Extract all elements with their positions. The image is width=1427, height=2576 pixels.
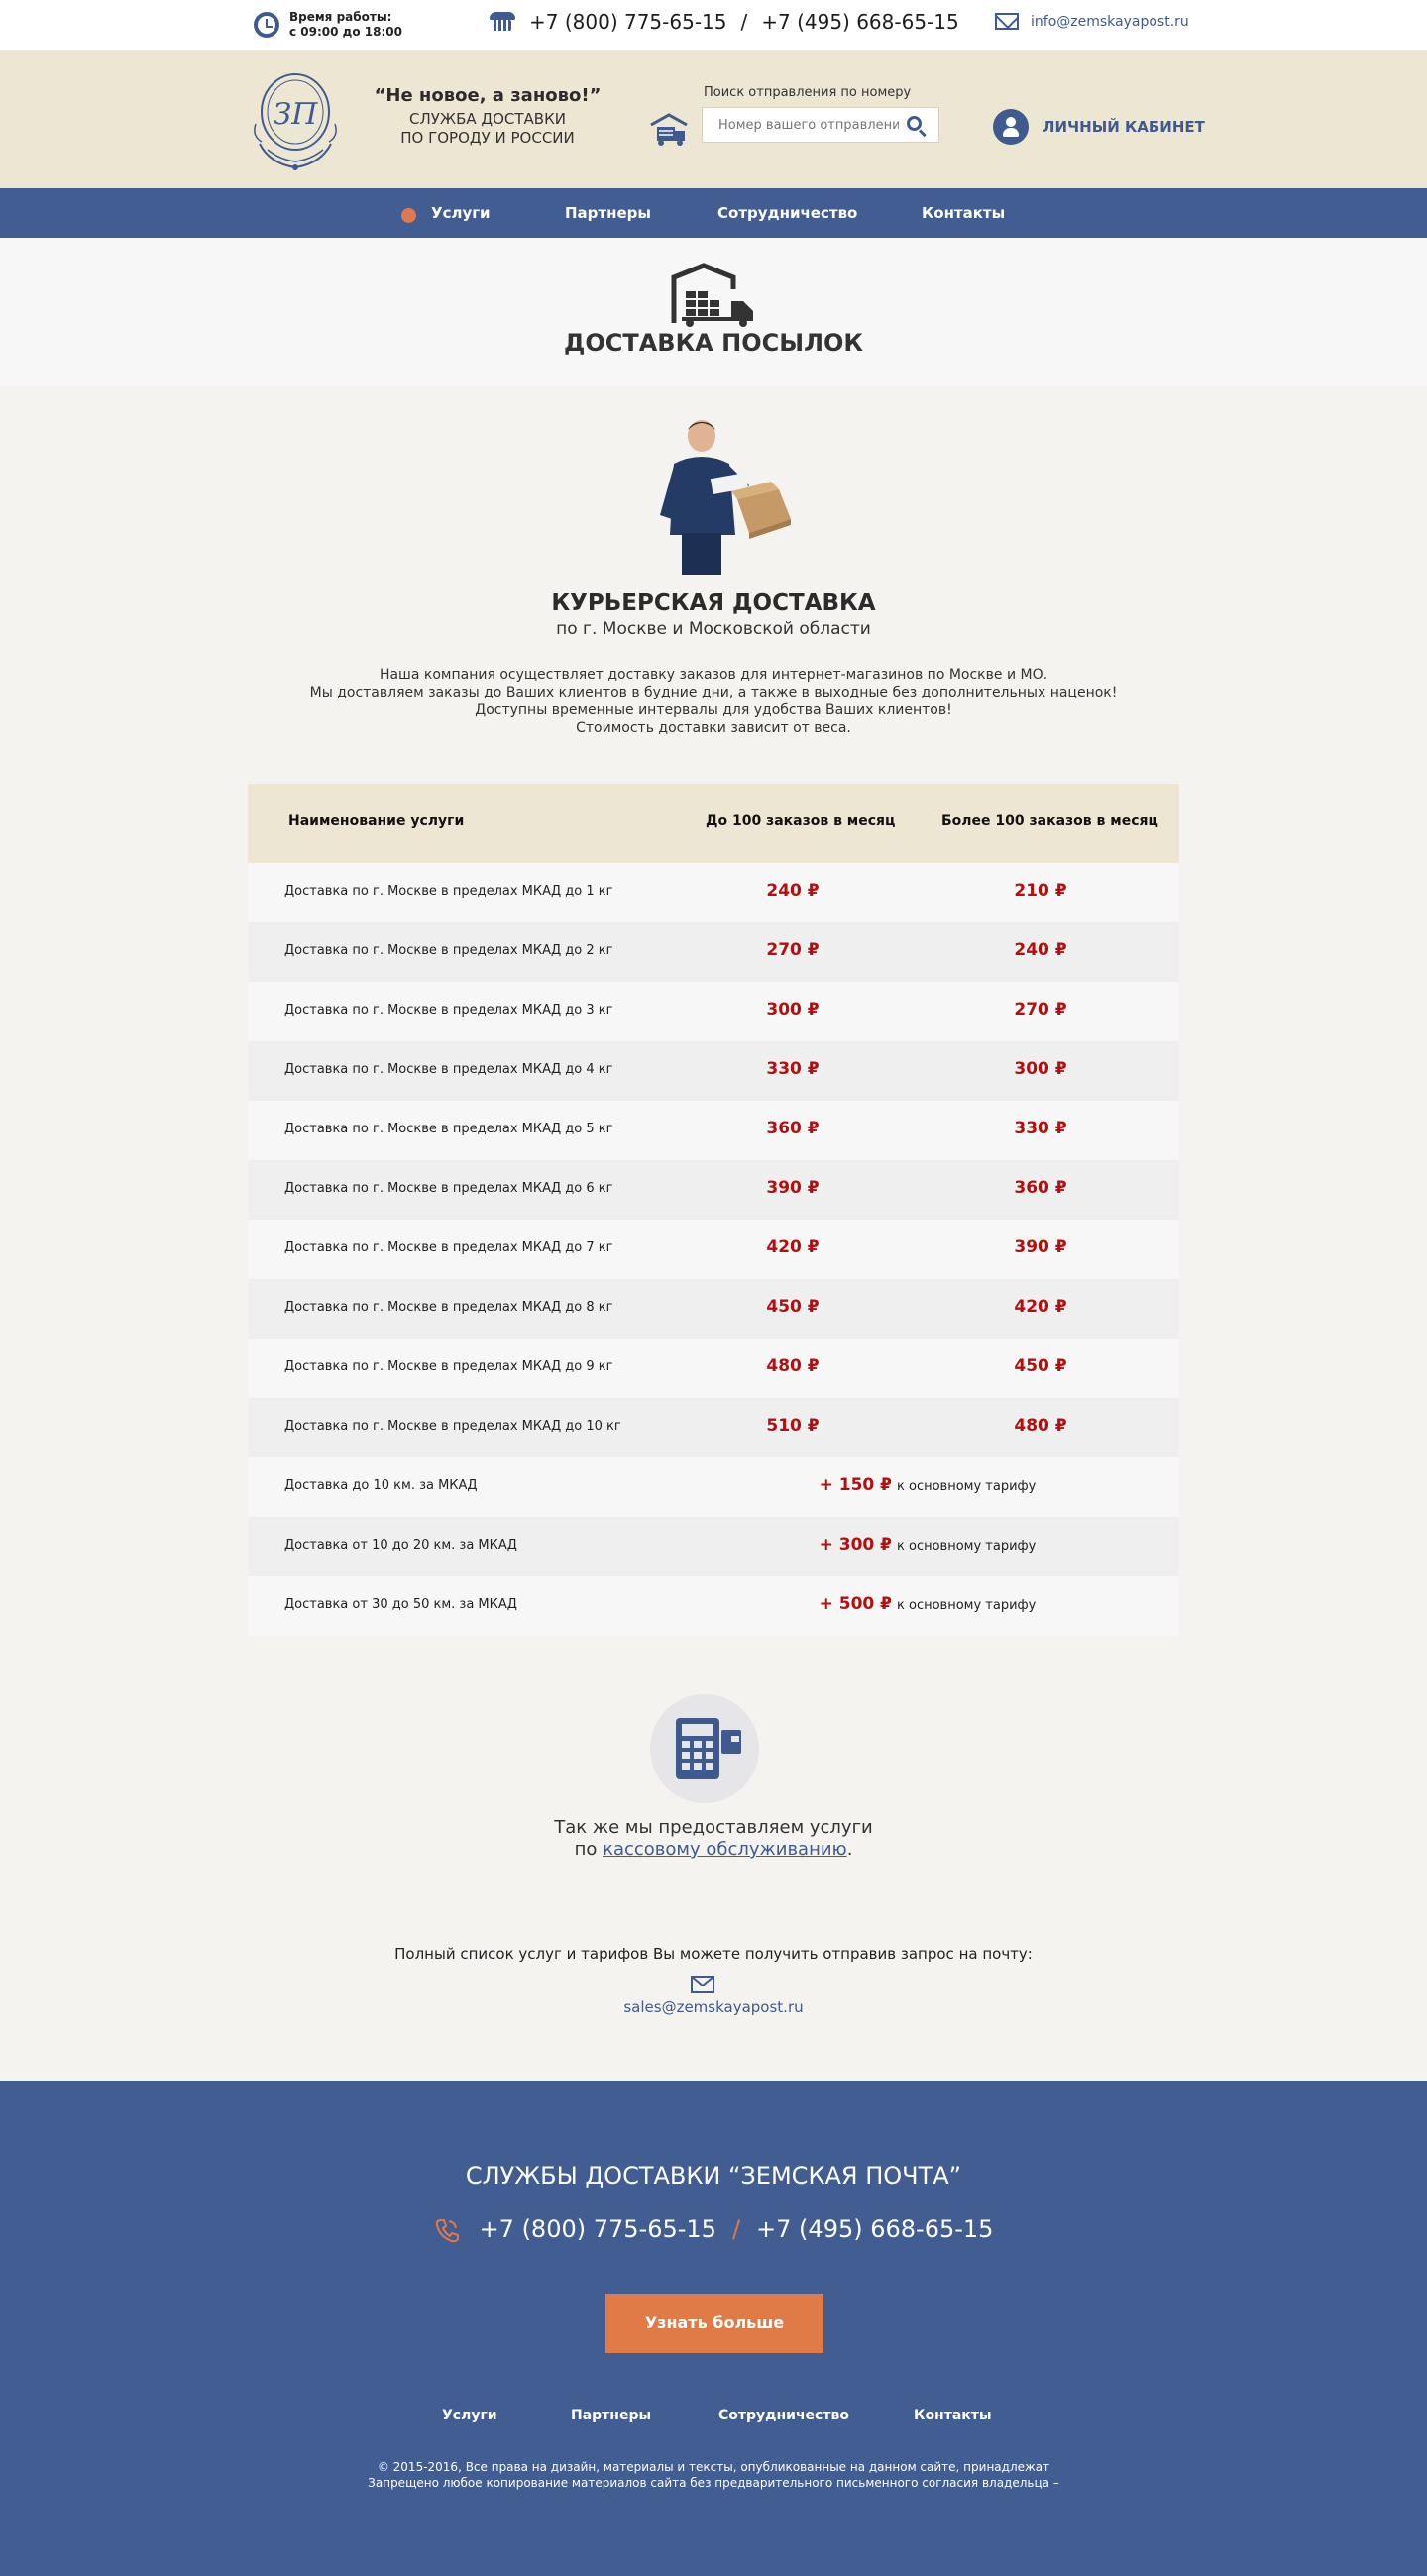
price-over-100: 300 ₽ [1014, 1059, 1067, 1079]
footer-phone-separator: / [731, 2215, 741, 2243]
footer-phone-2[interactable]: +7 (495) 668-65-15 [756, 2215, 994, 2243]
courier-title: КУРЬЕРСКАЯ ДОСТАВКА [551, 590, 876, 616]
service-description [0, 666, 1427, 737]
copyright [0, 2459, 1427, 2491]
price-table [248, 784, 1179, 1636]
page-title-band [0, 238, 1427, 386]
surcharge-note: к основному тарифу [897, 1539, 1037, 1554]
phone-icon [490, 12, 515, 32]
phone-icon [434, 2217, 460, 2243]
surcharge-name: Доставка от 10 до 20 км. за МКАД [284, 1538, 517, 1553]
table-row [248, 1160, 1179, 1220]
table-row [248, 1339, 1179, 1398]
surcharge-price: + 300 ₽ [819, 1535, 892, 1555]
service-name: Доставка по г. Москве в пределах МКАД до 2 кг [284, 943, 613, 958]
table-row [248, 863, 1179, 922]
price-under-100: 390 ₽ [766, 1178, 820, 1198]
service-name: Доставка по г. Москве в пределах МКАД до 9 кг [284, 1359, 613, 1374]
courier-image [652, 416, 801, 575]
warehouse-truck-icon [670, 262, 757, 327]
service-name: Доставка по г. Москве в пределах МКАД до 10 кг [284, 1419, 621, 1434]
table-body [248, 863, 1179, 1636]
desc-line: Наша компания осуществляет доставку заказов для интернет-магазинов по Москве и МО. [379, 667, 1048, 683]
table-row [248, 1279, 1179, 1339]
price-under-100: 300 ₽ [766, 1000, 820, 1020]
table-row [248, 1398, 1179, 1457]
sales-email-link[interactable]: sales@zemskayapost.ru [623, 1998, 804, 2016]
surcharge-price: + 500 ₽ [819, 1594, 892, 1614]
active-nav-indicator [401, 208, 416, 223]
envelope-icon [995, 13, 1019, 30]
slogan-line-1: СЛУЖБА ДОСТАВКИ [409, 110, 566, 128]
price-over-100: 390 ₽ [1014, 1237, 1067, 1257]
price-over-100: 210 ₽ [1014, 881, 1067, 901]
surcharge-row [248, 1576, 1179, 1636]
hours-label: Время работы: [289, 10, 392, 24]
clock-icon [254, 12, 279, 38]
tracking-label: Поиск отправления по номеру [704, 85, 912, 100]
cabinet-label: ЛИЧНЫЙ КАБИНЕТ [1043, 118, 1205, 136]
calculator-icon [650, 1694, 759, 1803]
service-name: Доставка по г. Москве в пределах МКАД до 6 кг [284, 1181, 613, 1196]
table-row [248, 982, 1179, 1041]
footer-nav-services[interactable]: Услуги [442, 2408, 497, 2423]
footer-nav-partners[interactable]: Партнеры [571, 2408, 652, 2423]
surcharge-name: Доставка от 30 до 50 км. за МКАД [284, 1597, 517, 1612]
slogan [369, 85, 606, 148]
nav-item-cooperation[interactable]: Сотрудничество [717, 204, 858, 222]
table-row [248, 922, 1179, 982]
footer-title: СЛУЖБЫ ДОСТАВКИ “ЗЕМСКАЯ ПОЧТА” [465, 2162, 962, 2190]
service-name: Доставка по г. Москве в пределах МКАД до 5 кг [284, 1122, 613, 1136]
price-under-100: 270 ₽ [766, 940, 820, 960]
price-under-100: 330 ₽ [766, 1059, 820, 1079]
copyright-line-2: Запрещено любое копирование материалов сайта без предварительного письменного согласия владельца – [368, 2476, 1059, 2490]
hours-value: с 09:00 до 18:00 [289, 25, 402, 39]
phone-separator: / [740, 10, 748, 34]
surcharge-price: + 150 ₽ [819, 1475, 892, 1495]
footer-nav-cooperation[interactable]: Сотрудничество [718, 2408, 849, 2423]
service-name: Доставка по г. Москве в пределах МКАД до 7 кг [284, 1240, 613, 1255]
tracking-search-button[interactable] [904, 113, 930, 139]
truck-icon [649, 111, 693, 147]
calculator-badge [650, 1694, 759, 1803]
site-header [0, 50, 1427, 188]
col-header-service: Наименование услуги [288, 813, 465, 829]
cash-suffix: . [846, 1839, 853, 1860]
table-row [248, 1220, 1179, 1279]
svg-text:ЗП: ЗП [273, 97, 318, 132]
table-row [248, 1041, 1179, 1101]
service-name: Доставка по г. Москве в пределах МКАД до 4 кг [284, 1062, 613, 1077]
service-name: Доставка по г. Москве в пределах МКАД до 8 кг [284, 1300, 613, 1315]
surcharge-note: к основному тарифу [897, 1598, 1037, 1613]
logo-monogram[interactable] [250, 64, 341, 173]
main-nav [0, 188, 1427, 238]
top-bar [0, 0, 1427, 50]
courier-subtitle: по г. Москве и Московской области [556, 619, 871, 639]
nav-item-contacts[interactable]: Контакты [922, 204, 1006, 222]
top-email [995, 13, 1189, 30]
price-over-100: 360 ₽ [1014, 1178, 1067, 1198]
table-header [248, 784, 1179, 863]
cash-service-link[interactable]: кассовому обслуживанию [603, 1839, 847, 1860]
email-link[interactable]: info@zemskayapost.ru [1031, 13, 1189, 30]
slogan-line-2: ПО ГОРОДУ И РОССИИ [400, 129, 575, 147]
personal-cabinet-link[interactable] [993, 109, 1205, 145]
slogan-main: “Не новое, а заново!” [374, 85, 602, 106]
cash-prefix: по [574, 1839, 604, 1860]
phone-link-2[interactable]: +7 (495) 668-65-15 [761, 10, 959, 34]
desc-line: Доступны временные интервалы для удобства Ваших клиентов! [475, 702, 952, 718]
top-phones [490, 10, 959, 34]
surcharge-row [248, 1517, 1179, 1576]
footer-phones [0, 2215, 1427, 2243]
user-icon [993, 109, 1029, 145]
cash-line-1: Так же мы предоставляем услуги [554, 1817, 873, 1838]
working-hours [254, 10, 402, 40]
price-under-100: 450 ₽ [766, 1297, 820, 1317]
nav-item-partners[interactable]: Партнеры [565, 204, 651, 222]
price-under-100: 510 ₽ [766, 1416, 820, 1436]
full-list-text: Полный список услуг и тарифов Вы можете получить отправив запрос на почту: [394, 1945, 1033, 1963]
price-under-100: 360 ₽ [766, 1119, 820, 1138]
site-footer [0, 2081, 1427, 2576]
col-header-under-100: До 100 заказов в месяц [706, 813, 896, 829]
cash-service-text [0, 1817, 1427, 1861]
phone-link-1[interactable]: +7 (800) 775-65-15 [529, 10, 727, 34]
search-icon [907, 116, 922, 131]
learn-more-button[interactable]: Узнать больше [605, 2294, 823, 2353]
price-over-100: 270 ₽ [1014, 1000, 1067, 1020]
desc-line: Мы доставляем заказы до Ваших клиентов в будние дни, а также в выходные без дополнительных наценок! [309, 685, 1118, 700]
price-over-100: 420 ₽ [1014, 1297, 1067, 1317]
price-under-100: 480 ₽ [766, 1356, 820, 1376]
envelope-icon [691, 1975, 714, 1994]
footer-nav-contacts[interactable]: Контакты [914, 2408, 992, 2423]
service-name: Доставка по г. Москве в пределах МКАД до 1 кг [284, 884, 613, 899]
surcharge-note: к основному тарифу [897, 1479, 1037, 1494]
desc-line: Стоимость доставки зависит от веса. [576, 720, 851, 736]
price-over-100: 480 ₽ [1014, 1416, 1067, 1436]
price-over-100: 330 ₽ [1014, 1119, 1067, 1138]
price-over-100: 240 ₽ [1014, 940, 1067, 960]
price-under-100: 240 ₽ [766, 881, 820, 901]
nav-item-services[interactable]: Услуги [431, 204, 491, 222]
col-header-over-100: Более 100 заказов в месяц [941, 813, 1158, 829]
copyright-line-1: © 2015-2016, Все права на дизайн, материалы и тексты, опубликованные на данном сайте, принадлежат [377, 2460, 1050, 2474]
page-title: ДОСТАВКА ПОСЫЛОК [563, 329, 864, 357]
footer-phone-1[interactable]: +7 (800) 775-65-15 [479, 2215, 716, 2243]
price-over-100: 450 ₽ [1014, 1356, 1067, 1376]
price-under-100: 420 ₽ [766, 1237, 820, 1257]
service-name: Доставка по г. Москве в пределах МКАД до 3 кг [284, 1003, 613, 1018]
table-row [248, 1101, 1179, 1160]
surcharge-row [248, 1457, 1179, 1517]
surcharge-name: Доставка до 10 км. за МКАД [284, 1478, 478, 1493]
